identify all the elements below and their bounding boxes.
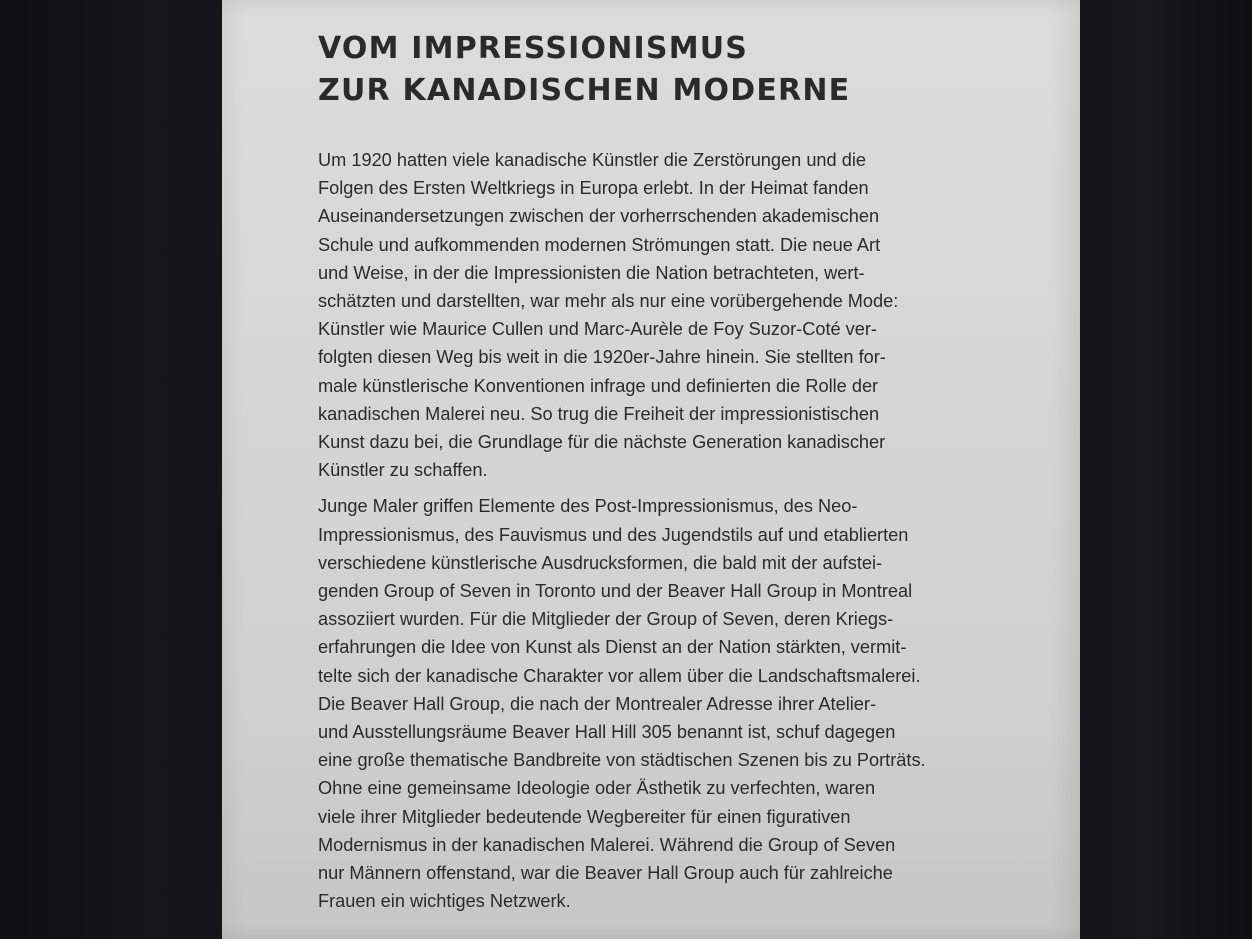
text-line: Um 1920 hatten viele kanadische Künstler die Zerstörungen und die <box>318 150 866 170</box>
text-line: Kunst dazu bei, die Grundlage für die nächste Generation kanadischer <box>318 432 886 453</box>
text-line: Folgen des Ersten Weltkriegs in Europa erlebt. In der Heimat fanden <box>318 178 869 199</box>
text-line: Künstler zu schaffen. <box>318 460 488 481</box>
text-line: und Weise, in der die Impressionisten die Nation betrachteten, wert- <box>318 262 865 283</box>
text-line: Künstler wie Maurice Cullen und Marc-Aurèle de Foy Suzor-Coté ver- <box>318 319 877 340</box>
title-line: VOM IMPRESSIONISMUS <box>318 31 749 66</box>
text-line: Ohne eine gemeinsame Ideologie oder Ästhetik zu verfechten, waren <box>318 778 876 799</box>
text-line: Die Beaver Hall Group, die nach der Montrealer Adresse ihrer Atelier- <box>318 693 877 714</box>
title-line: ZUR KANADISCHEN MODERNE <box>318 73 851 108</box>
text-line: eine große thematische Bandbreite von städtischen Szenen bis zu Porträts. <box>318 750 926 771</box>
panel-title <box>318 28 850 112</box>
text-line: Schule und aufkommenden modernen Strömungen statt. Die neue Art <box>318 234 881 255</box>
panel-body <box>318 146 998 915</box>
paragraph-2 <box>318 492 998 915</box>
text-line: kanadischen Malerei neu. So trug die Freiheit der impressionistischen <box>318 403 880 424</box>
text-line: telte sich der kanadische Charakter vor allem über die Landschaftsmalerei. <box>318 665 921 686</box>
text-line: schätzten und darstellten, war mehr als nur eine vorübergehende Mode: <box>318 291 899 312</box>
text-line: und Ausstellungsräume Beaver Hall Hill 305 benannt ist, schuf dagegen <box>318 722 896 743</box>
wall-text-panel <box>222 0 1080 939</box>
text-line: Modernismus in der kanadischen Malerei. Während die Group of Seven <box>318 834 896 855</box>
text-line: Frauen ein wichtiges Netzwerk. <box>318 891 571 912</box>
text-line: erfahrungen die Idee von Kunst als Dienst an der Nation stärkten, vermit- <box>318 637 907 658</box>
text-line: Impressionismus, des Fauvismus und des Jugendstils auf und etablierten <box>318 524 909 545</box>
text-line: assoziiert wurden. Für die Mitglieder der Group of Seven, deren Kriegs- <box>318 609 894 630</box>
text-line: viele ihrer Mitglieder bedeutende Wegbereiter für einen figurativen <box>318 806 851 827</box>
text-line: male künstlerische Konventionen infrage und definierten die Rolle der <box>318 375 879 396</box>
text-line: Auseinandersetzungen zwischen der vorherrschenden akademischen <box>318 206 880 227</box>
text-line: nur Männern offenstand, war die Beaver Hall Group auch für zahlreiche <box>318 863 893 884</box>
text-line: folgten diesen Weg bis weit in die 1920er-Jahre hinein. Sie stellten for- <box>318 347 886 368</box>
paragraph-1 <box>318 146 998 484</box>
text-line: verschiedene künstlerische Ausdrucksformen, die bald mit der aufstei- <box>318 552 883 573</box>
text-line: genden Group of Seven in Toronto und der Beaver Hall Group in Montreal <box>318 581 913 602</box>
text-line: Junge Maler griffen Elemente des Post-Impressionismus, des Neo- <box>318 496 858 517</box>
